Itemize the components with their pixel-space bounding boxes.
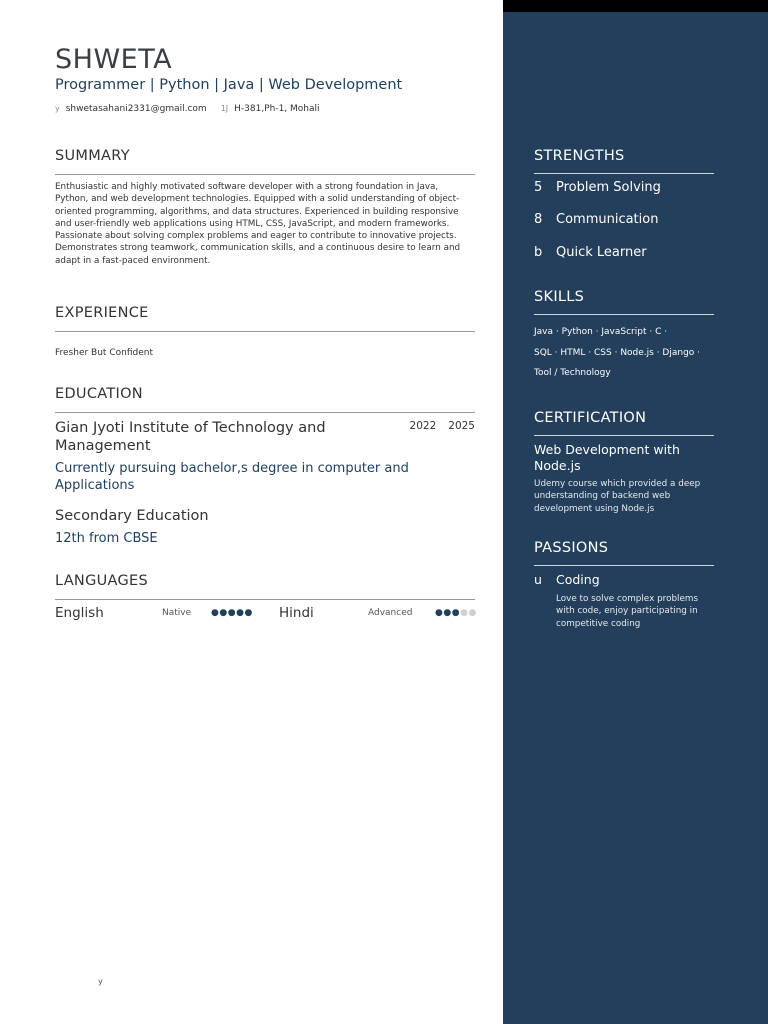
strength-item	[534, 245, 647, 260]
summary-text: Enthusiastic and highly motivated software developer with a strong foundation in Java, Python, and web development technologies. Equipped with a solid understanding of object-oriented programming, algorithms, and data structures. Experienced in building responsive and user-friendly web applications using HTML, CSS, JavaScript, and modern frameworks. Passionate about solving complex problems and eager to contribute to innovative projects. Demonstrates strong teamwork, communication skills, and a continuous desire to learn and adapt in a fast-paced environment.	[55, 182, 461, 266]
strength-item	[534, 180, 661, 195]
passion-icon: u	[534, 572, 542, 587]
location-text: H-381,Ph-1, Mohali	[234, 104, 320, 114]
divider	[55, 331, 475, 332]
candidate-name: SHWETA	[55, 44, 173, 75]
language-name: English	[55, 605, 104, 621]
certification-heading-text: CERTIFICATION	[534, 410, 647, 426]
passions-heading	[534, 540, 714, 556]
divider	[55, 174, 475, 175]
email-text[interactable]: shwetasahani2331@gmail.com	[65, 104, 207, 114]
contact-line	[55, 104, 320, 114]
rating-dot: ●	[460, 608, 469, 618]
experience-heading-text: EXPERIENCE	[55, 305, 149, 321]
certification-name: Web Development with Node.js	[534, 442, 680, 473]
education-school: Gian Jyoti Institute of Technology and Management	[55, 420, 326, 454]
divider	[534, 565, 714, 566]
skills-line: Java · Python · JavaScript · C ·	[534, 327, 668, 337]
footer-mark: y	[98, 977, 103, 986]
education-heading	[55, 386, 475, 402]
strength-label: Quick Learner	[556, 245, 647, 260]
languages-heading-text: LANGUAGES	[55, 573, 148, 589]
strength-label: Communication	[556, 212, 659, 227]
education-degree: Currently pursuing bachelor,s degree in computer and Applications	[55, 461, 409, 493]
strengths-heading	[534, 148, 714, 164]
language-level: Advanced	[368, 608, 413, 618]
rating-dot: ●	[219, 608, 228, 618]
strength-icon: b	[534, 245, 543, 260]
skills-line: Tool / Technology	[534, 368, 611, 378]
strengths-heading-text: STRENGTHS	[534, 148, 625, 164]
education-degree-secondary: 12th from CBSE	[55, 531, 158, 546]
summary-heading	[55, 148, 475, 164]
rating-dot: ●	[451, 608, 461, 618]
rating-dot: ●	[211, 608, 220, 618]
rating-dot: ●	[227, 608, 237, 618]
divider	[534, 173, 714, 174]
experience-heading	[55, 305, 475, 321]
rating-dot: ●	[443, 608, 452, 618]
skills-heading-text: SKILLS	[534, 289, 585, 305]
candidate-title: Programmer | Python | Java | Web Development	[55, 77, 403, 93]
education-start-year: 2022	[409, 420, 437, 432]
education-end-year: 2025	[448, 420, 475, 432]
skills-line: SQL · HTML · CSS · Node.js · Django ·	[534, 347, 701, 358]
certification-description: Udemy course which provided a deep understanding of backend web development using Node.js	[534, 479, 701, 514]
languages-row	[55, 605, 475, 623]
language-level: Native	[162, 608, 192, 618]
sidebar-top-bar	[503, 0, 768, 12]
rating-dot: ●	[244, 608, 253, 618]
passion-item	[534, 572, 600, 587]
divider	[534, 435, 714, 436]
summary-heading-text: SUMMARY	[55, 148, 130, 164]
certification-heading	[534, 410, 714, 426]
language-name: Hindi	[279, 605, 314, 621]
strength-label: Problem Solving	[556, 180, 661, 195]
divider	[55, 412, 475, 413]
rating-dot: ●	[435, 608, 444, 618]
skills-list	[534, 322, 734, 384]
strength-item	[534, 212, 658, 227]
email-icon: y	[55, 104, 60, 113]
education-years	[410, 420, 475, 432]
divider	[534, 314, 714, 315]
education-heading-text: EDUCATION	[55, 386, 143, 402]
language-rating	[211, 608, 253, 618]
sidebar	[503, 0, 768, 1024]
rating-dot: ●	[236, 608, 245, 618]
rating-dot: ●	[468, 608, 477, 618]
strength-icon: 8	[534, 212, 543, 227]
strength-icon: 5	[534, 180, 543, 195]
experience-text: Fresher But Confident	[55, 348, 153, 358]
languages-heading	[55, 573, 475, 589]
skills-heading	[534, 289, 714, 305]
language-rating	[435, 608, 477, 618]
location-icon: 1J	[220, 104, 229, 113]
passions-heading-text: PASSIONS	[534, 540, 609, 556]
education-school-secondary: Secondary Education	[55, 508, 209, 524]
passion-description: Love to solve complex problems with code, enjoy participating in competitive coding	[556, 594, 699, 629]
passion-label: Coding	[556, 572, 600, 587]
divider	[55, 599, 475, 600]
